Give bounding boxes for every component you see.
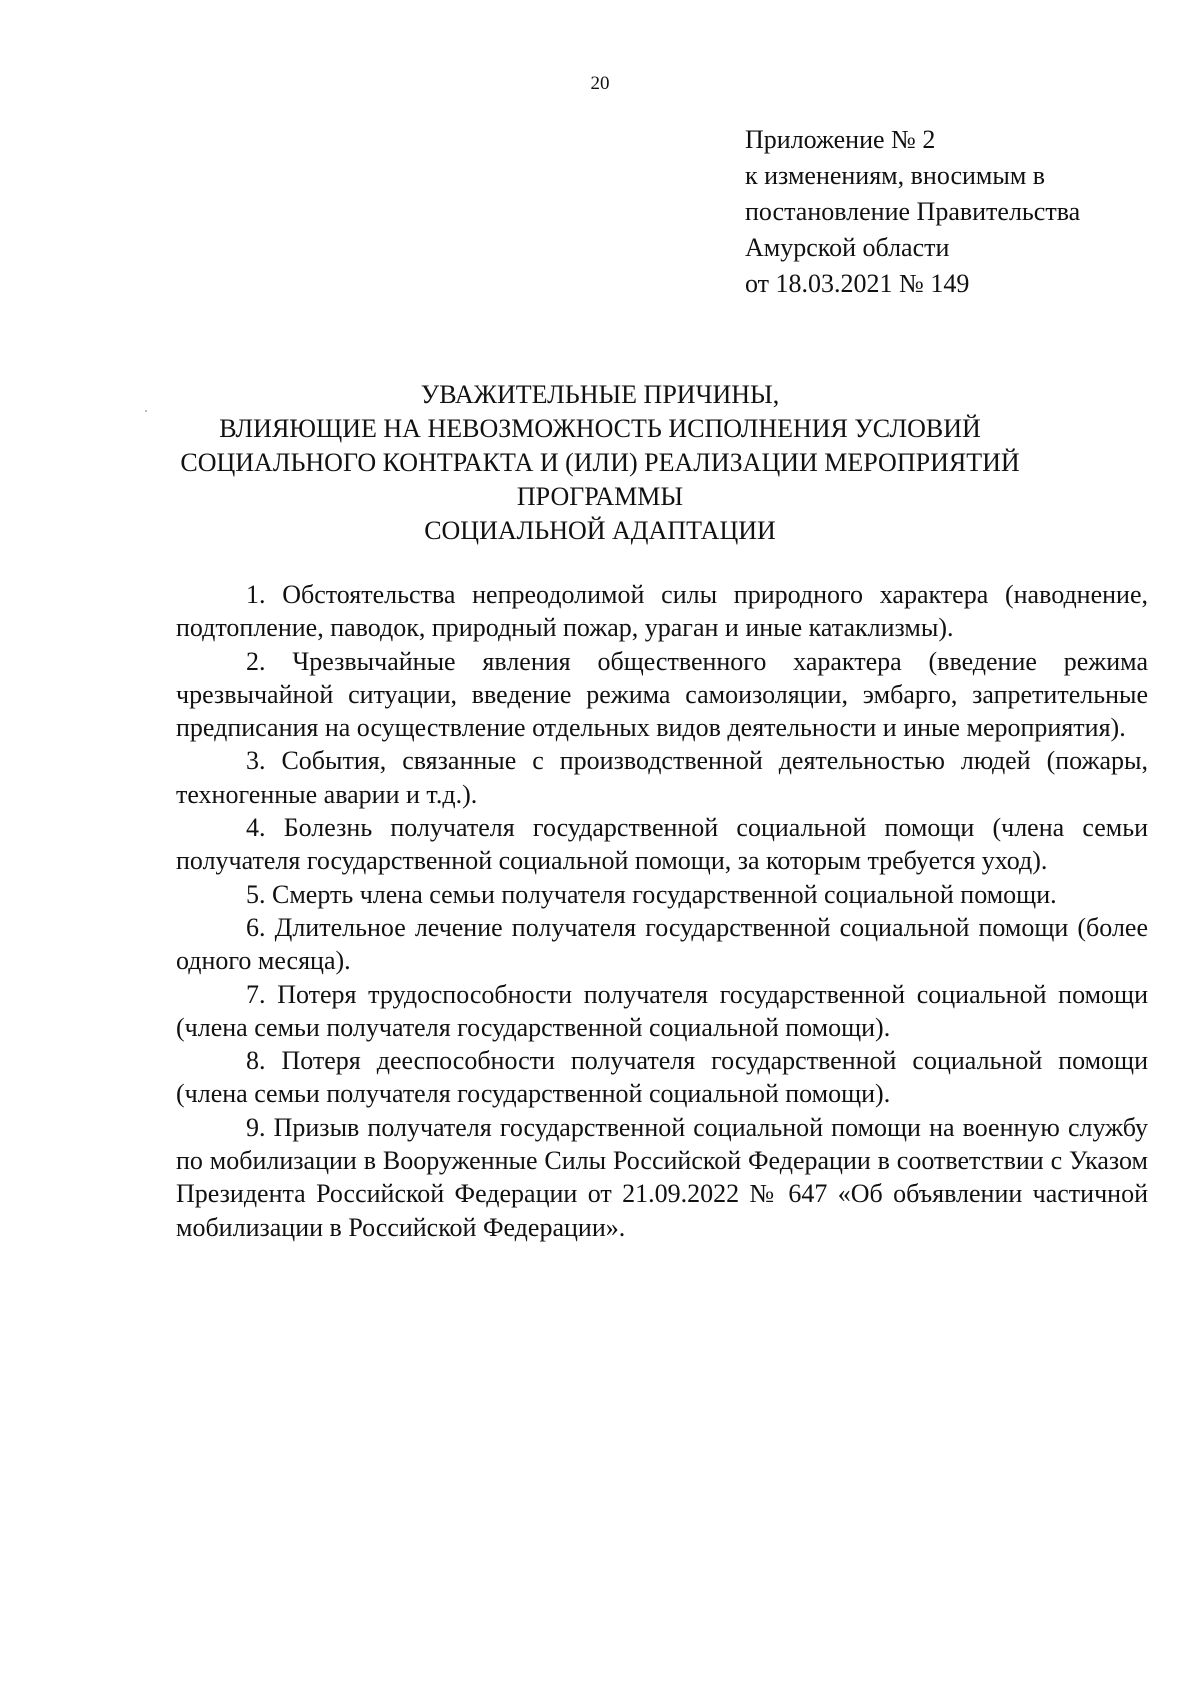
reason-item-6: 6. Длительное лечение получателя государственной социальной помощи (более одного месяца). [176, 912, 1148, 976]
appendix-line: к изменениям, вносимым в [745, 161, 1046, 190]
reason-item-1: 1. Обстоятельства непреодолимой силы природного характера (наводнение, подтопление, паводок, природный пожар, ураган и иные катаклизмы). [176, 580, 1148, 643]
appendix-line: Приложение № 2 [745, 125, 936, 154]
reason-item-5: 5. Смерть члена семьи получателя государственной социальной помощи. [246, 879, 1057, 909]
title-line: СОЦИАЛЬНОЙ АДАПТАЦИИ [424, 516, 776, 545]
appendix-line: Амурской области [745, 233, 950, 262]
reason-item-4: 4. Болезнь получателя государственной социальной помощи (члена семьи получателя государственной социальной помощи, за которым требуется уход). [176, 813, 1148, 876]
reasons-list [176, 578, 1148, 1244]
reason-item-3: 3. События, связанные с производственной деятельностью людей (пожары, техногенные аварии и т.д.). [176, 746, 1148, 809]
title-line: ПРОГРАММЫ [516, 482, 684, 511]
title-line: ВЛИЯЮЩИЕ НА НЕВОЗМОЖНОСТЬ ИСПОЛНЕНИЯ УСЛОВИЙ [219, 414, 981, 443]
title-line: УВАЖИТЕЛЬНЫЕ ПРИЧИНЫ, [420, 380, 780, 409]
reason-item-7: 7. Потеря трудоспособности получателя государственной социальной помощи (члена семьи получателя государственной социальной помощи). [176, 979, 1148, 1042]
reason-item-2: 2. Чрезвычайные явления общественного характера (введение режима чрезвычайной ситуации, введение режима самоизоляции, эмбарго, запретительные предписания на осуществление отдельных видов деятельности и иные мероприятия). [176, 646, 1148, 743]
reason-item-8: 8. Потеря дееспособности получателя государственной социальной помощи (члена семьи получателя государственной социальной помощи). [176, 1046, 1148, 1109]
document-title [160, 378, 1040, 548]
scan-speck [145, 410, 147, 412]
reason-item-9: 9. Призыв получателя государственной социальной помощи на военную службу по мобилизации в Вооруженные Силы Российской Федерации в соответствии с Указом Президента Российской Федерации от 21.09.2022 № 647 «Об объявлении частичной мобилизации в Российской Федерации». [176, 1112, 1148, 1242]
title-line: СОЦИАЛЬНОГО КОНТРАКТА И (ИЛИ) РЕАЛИЗАЦИИ МЕРОПРИЯТИЙ [180, 448, 1020, 477]
page-number: 20 [590, 73, 610, 94]
appendix-line: постановление Правительства [745, 197, 1081, 226]
appendix-line: от 18.03.2021 № 149 [745, 269, 970, 298]
appendix-block [745, 122, 1165, 302]
